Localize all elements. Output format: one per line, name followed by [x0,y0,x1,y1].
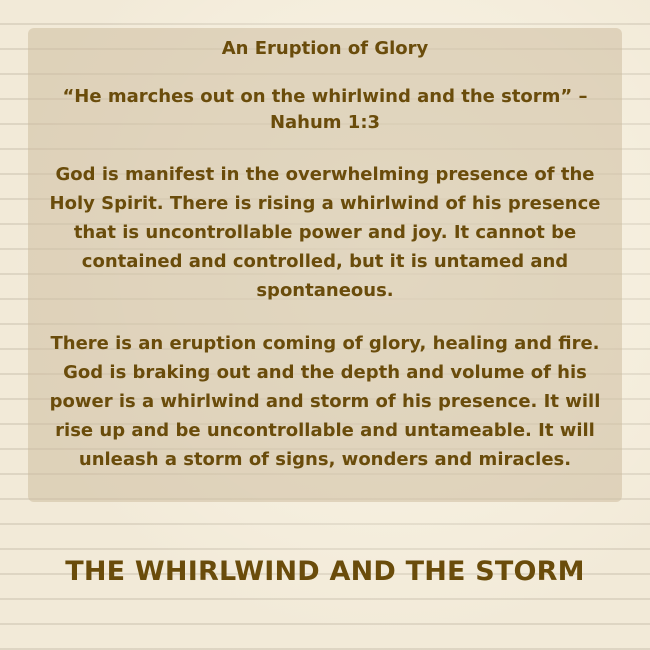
quote-text-block [28,36,622,474]
paragraph-2: There is an eruption coming of glory, healing and fire. God is braking out and the depth and volume of his power is a whirlwind and storm of his presence. It will rise up and be uncontrollable and untameable. It will unleash a storm of signs, wonders and miracles. [49,333,601,470]
post-title: An Eruption of Glory [221,38,429,59]
headline: THE WHIRLWIND AND THE STORM [65,556,585,587]
paragraph-1: God is manifest in the overwhelming presence of the Holy Spirit. There is rising a whirlwind of his presence that is uncontrollable power and joy. It cannot be contained and controlled, but it is untamed and spontaneous. [49,164,601,301]
scripture-verse: “He marches out on the whirlwind and the storm” – Nahum 1:3 [62,86,588,133]
